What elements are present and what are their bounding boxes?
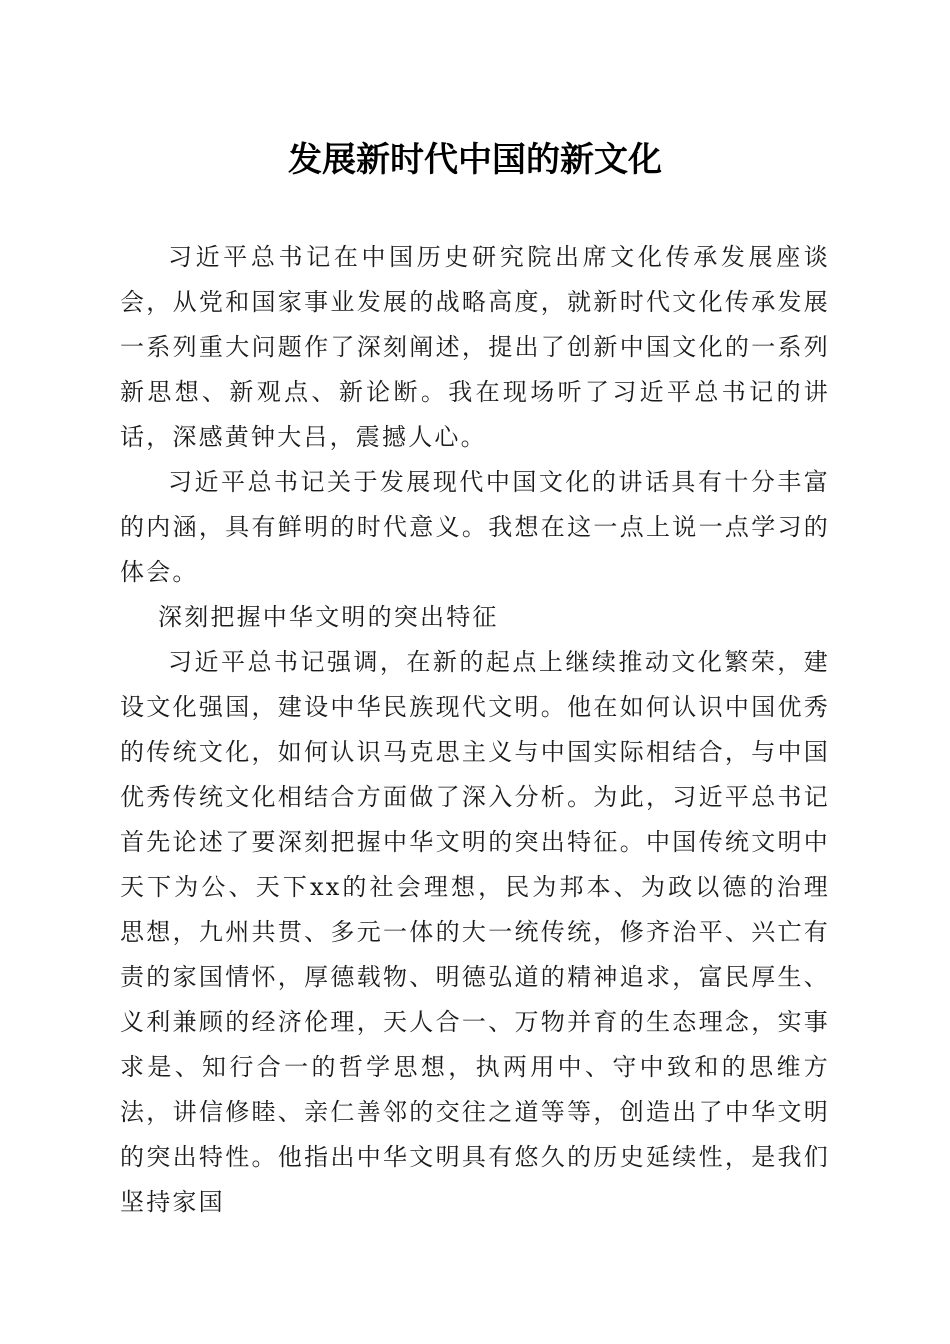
paragraph-significance: 习近平总书记关于发展现代中国文化的讲话具有十分丰富的内涵，具有鲜明的时代意义。我想在这一点上说一点学习的体会。 [120,468,830,586]
document-title: 发展新时代中国的新文化 [288,140,662,180]
document-body [120,235,830,1225]
section-heading: 深刻把握中华文明的突出特征 [158,603,499,631]
paragraph-main: 习近平总书记强调，在新的起点上继续推动文化繁荣，建设文化强国，建设中华民族现代文明。他在如何认识中国优秀的传统文化，如何认识马克思主义与中国实际相结合，与中国优秀传统文化相结合方面做了深入分析。为此，习近平总书记首先论述了要深刻把握中华文明的突出特征。中国传统文明中天下为公、天下xx的社会理想，民为邦本、为政以德的治理思想，九州共贯、多元一体的大一统传统，修齐治平、兴亡有责的家国情怀，厚德载物、明德弘道的精神追求，富民厚生、义利兼顾的经济伦理，天人合一、万物并育的生态理念，实事求是、知行合一的哲学思想，执两用中、守中致和的思维方法，讲信修睦、亲仁善邻的交往之道等等，创造出了中华文明的突出特性。他指出中华文明具有悠久的历史延续性，是我们坚持家国 [120,648,830,1216]
paragraph-intro: 习近平总书记在中国历史研究院出席文化传承发展座谈会，从党和国家事业发展的战略高度，就新时代文化传承发展一系列重大问题作了深刻阐述，提出了创新中国文化的一系列新思想、新观点、新论断。我在现场听了习近平总书记的讲话，深感黄钟大吕，震撼人心。 [120,243,830,451]
